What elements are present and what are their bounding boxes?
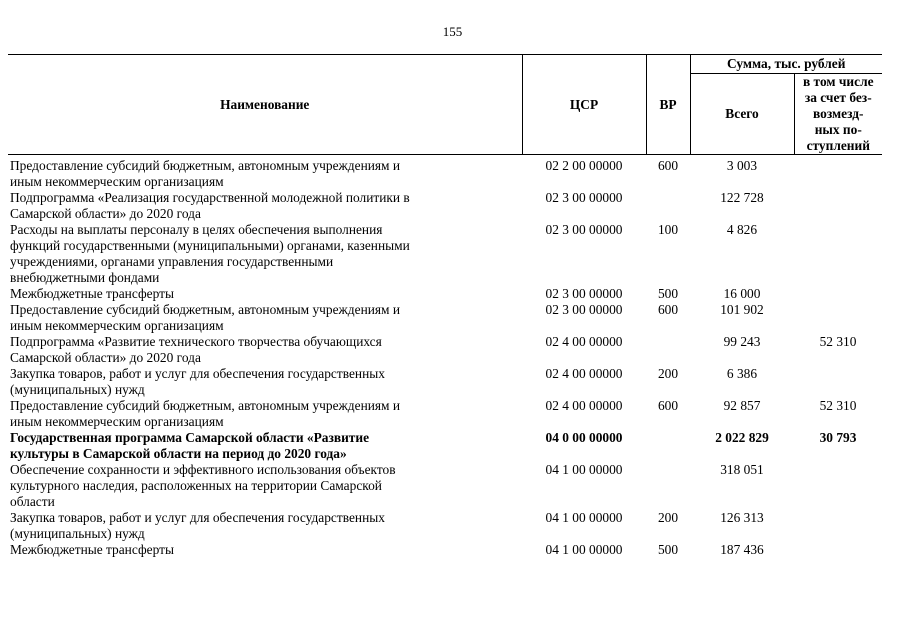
row-csr: 02 2 00 00000 <box>545 158 623 173</box>
row-name <box>8 462 522 510</box>
table-body <box>8 155 882 559</box>
row-name <box>8 222 522 286</box>
row-free <box>794 510 882 542</box>
row-vr: 600 <box>657 158 679 173</box>
row-name <box>8 542 522 558</box>
row-name-line: области <box>10 494 55 509</box>
row-name-line: Расходы на выплаты персоналу в целях обеспечения выполнения <box>10 222 383 237</box>
row-csr: 04 1 00 00000 <box>545 510 623 525</box>
header-free-line: ных по- <box>814 122 862 137</box>
row-name-line: функций государственными (муниципальными) органами, казенными <box>10 238 410 253</box>
row-name-line: Межбюджетные трансферты <box>10 286 174 301</box>
row-name-line: Предоставление субсидий бюджетным, автономным учреждениям и <box>10 302 401 317</box>
row-name-line: Закупка товаров, работ и услуг для обеспечения государственных <box>10 510 385 525</box>
table-row <box>8 398 882 430</box>
row-name-line: Подпрограмма «Реализация государственной молодежной политики в <box>10 190 410 205</box>
row-vr: 100 <box>657 222 679 237</box>
header-sum: Сумма, тыс. рублей <box>690 55 882 74</box>
row-free <box>794 542 882 558</box>
row-vr: 500 <box>657 286 679 301</box>
page-number: 155 <box>442 24 463 39</box>
row-free: 30 793 <box>819 430 857 445</box>
row-vr <box>646 462 690 510</box>
row-total: 6 386 <box>726 366 758 381</box>
row-name <box>8 398 522 430</box>
row-name-line: (муниципальных) нужд <box>10 526 145 541</box>
header-csr: ЦСР <box>522 55 646 155</box>
row-csr: 02 3 00 00000 <box>545 222 623 237</box>
row-csr: 02 3 00 00000 <box>545 190 623 205</box>
table-row <box>8 302 882 334</box>
row-name-line: культуры в Самарской области на период до 2020 года» <box>10 446 347 461</box>
table-row <box>8 542 882 558</box>
row-free <box>794 286 882 302</box>
row-vr: 500 <box>657 542 679 557</box>
row-name <box>8 366 522 398</box>
table-row <box>8 462 882 510</box>
row-name <box>8 302 522 334</box>
header-free-line: возмезд- <box>813 106 864 121</box>
table-row <box>8 366 882 398</box>
row-name-line: Самарской области» до 2020 года <box>10 350 201 365</box>
row-name <box>8 190 522 222</box>
row-csr: 02 4 00 00000 <box>545 366 623 381</box>
row-free <box>794 302 882 334</box>
row-vr: 200 <box>657 510 679 525</box>
header-free <box>794 74 882 155</box>
row-name-line: Государственная программа Самарской области «Развитие <box>10 430 370 445</box>
header-free-line: в том числе <box>802 74 874 89</box>
table-row <box>8 222 882 286</box>
row-total: 3 003 <box>726 158 758 173</box>
row-name <box>8 510 522 542</box>
row-total: 122 728 <box>720 190 764 205</box>
row-total: 2 022 829 <box>715 430 769 445</box>
row-csr: 04 1 00 00000 <box>545 462 623 477</box>
table-row <box>8 430 882 462</box>
row-name-line: Межбюджетные трансферты <box>10 542 174 557</box>
row-free <box>794 155 882 191</box>
row-total: 318 051 <box>720 462 764 477</box>
header-free-line: за счет без- <box>804 90 872 105</box>
row-csr: 02 4 00 00000 <box>545 334 623 349</box>
table-row <box>8 190 882 222</box>
row-total: 187 436 <box>720 542 764 557</box>
row-total: 99 243 <box>723 334 761 349</box>
row-name <box>8 155 522 191</box>
row-csr: 02 3 00 00000 <box>545 302 623 317</box>
row-free: 52 310 <box>819 398 857 413</box>
row-name <box>8 334 522 366</box>
row-total: 92 857 <box>723 398 761 413</box>
row-total: 16 000 <box>723 286 761 301</box>
row-free <box>794 222 882 286</box>
row-name-line: учреждениями, органами управления государственными <box>10 254 334 269</box>
row-name-line: Предоставление субсидий бюджетным, автономным учреждениям и <box>10 398 401 413</box>
row-name <box>8 430 522 462</box>
row-free <box>794 190 882 222</box>
row-name-line: иным некоммерческим организациям <box>10 174 224 189</box>
table-row <box>8 334 882 366</box>
row-vr: 200 <box>657 366 679 381</box>
row-name-line: культурного наследия, расположенных на территории Самарской <box>10 478 382 493</box>
row-free <box>794 462 882 510</box>
header-total: Всего <box>690 74 794 155</box>
row-free: 52 310 <box>819 334 857 349</box>
table-row <box>8 155 882 191</box>
row-vr: 600 <box>657 398 679 413</box>
row-name-line: Обеспечение сохранности и эффективного использования объектов <box>10 462 396 477</box>
row-name-line: Подпрограмма «Развитие технического творчества обучающихся <box>10 334 382 349</box>
row-name-line: Предоставление субсидий бюджетным, автономным учреждениям и <box>10 158 401 173</box>
budget-table <box>8 54 882 558</box>
row-name-line: Закупка товаров, работ и услуг для обеспечения государственных <box>10 366 385 381</box>
row-name-line: иным некоммерческим организациям <box>10 318 224 333</box>
row-csr: 02 3 00 00000 <box>545 286 623 301</box>
row-csr: 04 1 00 00000 <box>545 542 623 557</box>
row-name-line: иным некоммерческим организациям <box>10 414 224 429</box>
header-name: Наименование <box>8 55 522 155</box>
header-free-line: ступлений <box>806 138 870 153</box>
row-total: 4 826 <box>726 222 758 237</box>
row-name-line: Самарской области» до 2020 года <box>10 206 201 221</box>
row-vr <box>646 334 690 366</box>
row-name-line: внебюджетными фондами <box>10 270 160 285</box>
row-vr: 600 <box>657 302 679 317</box>
header-vr: ВР <box>646 55 690 155</box>
row-total: 101 902 <box>720 302 764 317</box>
row-vr <box>646 190 690 222</box>
row-name-line: (муниципальных) нужд <box>10 382 145 397</box>
row-vr <box>646 430 690 462</box>
row-free <box>794 366 882 398</box>
table-row <box>8 510 882 542</box>
row-csr: 04 0 00 00000 <box>545 430 623 445</box>
row-csr: 02 4 00 00000 <box>545 398 623 413</box>
table-row <box>8 286 882 302</box>
row-total: 126 313 <box>720 510 764 525</box>
row-name <box>8 286 522 302</box>
